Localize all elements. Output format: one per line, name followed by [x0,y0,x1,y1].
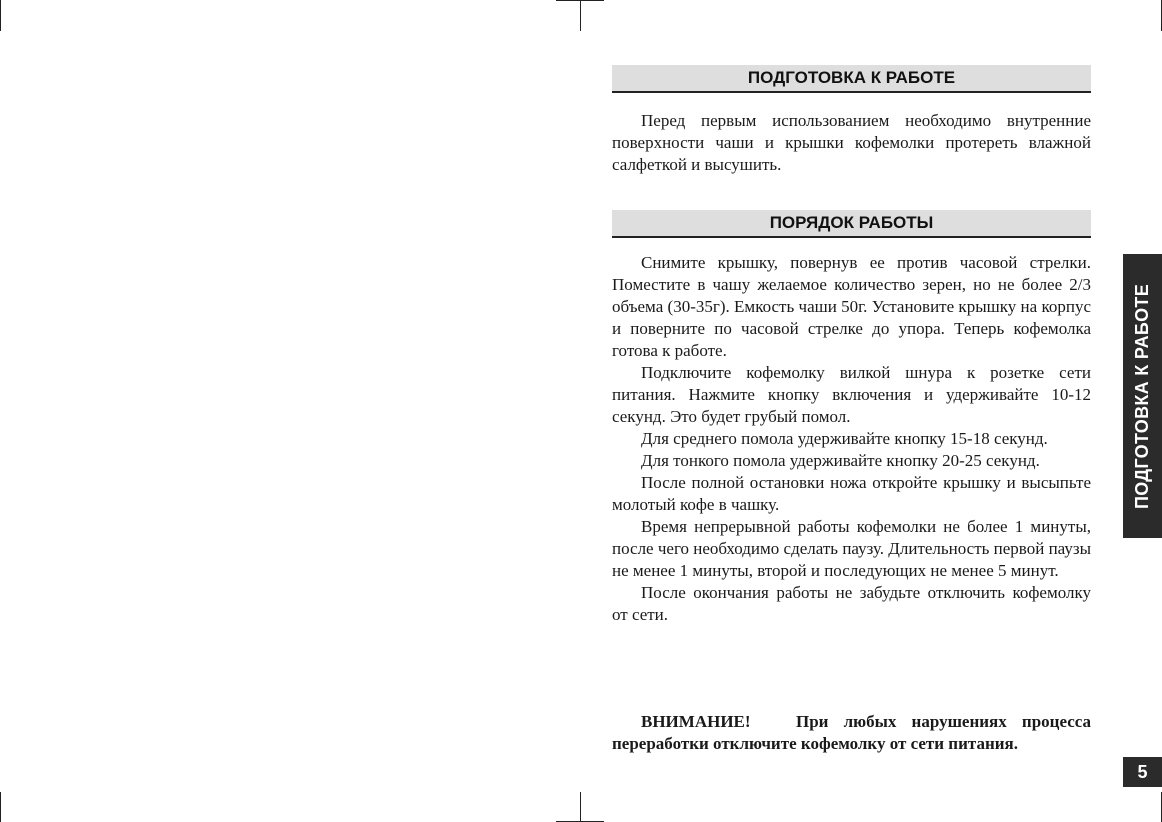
crop-mark-top-center-h [556,0,604,1]
operation-paragraph: Подключите кофемолку вилкой шнура к розетке сети питания. Нажмите кнопку включения и удерживайте 10-12 секунд. Это будет грубый помол. [612,363,1091,426]
operation-paragraph: После окончания работы не забудьте отключить кофемолку от сети. [612,583,1091,624]
preparation-text [612,110,1091,176]
crop-mark-top-center [580,0,581,31]
warning-text: ВНИМАНИЕ! При любых нарушениях процесса переработки отключите кофемолку от сети питания. [612,712,1096,753]
operation-paragraph: Снимите крышку, повернув ее против часовой стрелки. Поместите в чашу желаемое количество зерен, но не более 2/3 объема (30-35г). Емкость чаши 50г. Установите крышку на корпус и поверните по часовой стрелке до упора. Теперь кофемолка готова к работе. [612,253,1091,360]
warning-note [612,711,1096,755]
section-header-operation: ПОРЯДОК РАБОТЫ [612,210,1091,238]
operation-paragraph: Для среднего помола удерживайте кнопку 15-18 секунд. [641,429,1048,448]
operation-paragraph: После полной остановки ножа откройте крышку и высыпьте молотый кофе в чашку. [612,473,1091,514]
crop-mark-top-left [0,0,1,31]
side-tab-label: ПОДГОТОВКА К РАБОТЕ [1132,283,1153,509]
operation-paragraph: Для тонкого помола удерживайте кнопку 20-25 секунд. [641,451,1040,470]
crop-mark-bottom-left [0,792,1,822]
operation-text [612,252,1091,626]
preparation-paragraph: Перед первым использованием необходимо внутренние поверхности чаши и крышки кофемолки протереть влажной салфеткой и высушить. [612,111,1091,174]
page-number: 5 [1123,757,1162,787]
section-header-preparation: ПОДГОТОВКА К РАБОТЕ [612,65,1091,93]
side-section-tab [1123,254,1162,538]
operation-paragraph: Время непрерывной работы кофемолки не более 1 минуты, после чего необходимо сделать паузу. Длительность первой паузы не менее 1 минуты, второй и последующих не менее 5 минут. [612,517,1091,580]
crop-mark-top-left-h [0,0,1,1]
crop-mark-bottom-center [580,792,581,822]
